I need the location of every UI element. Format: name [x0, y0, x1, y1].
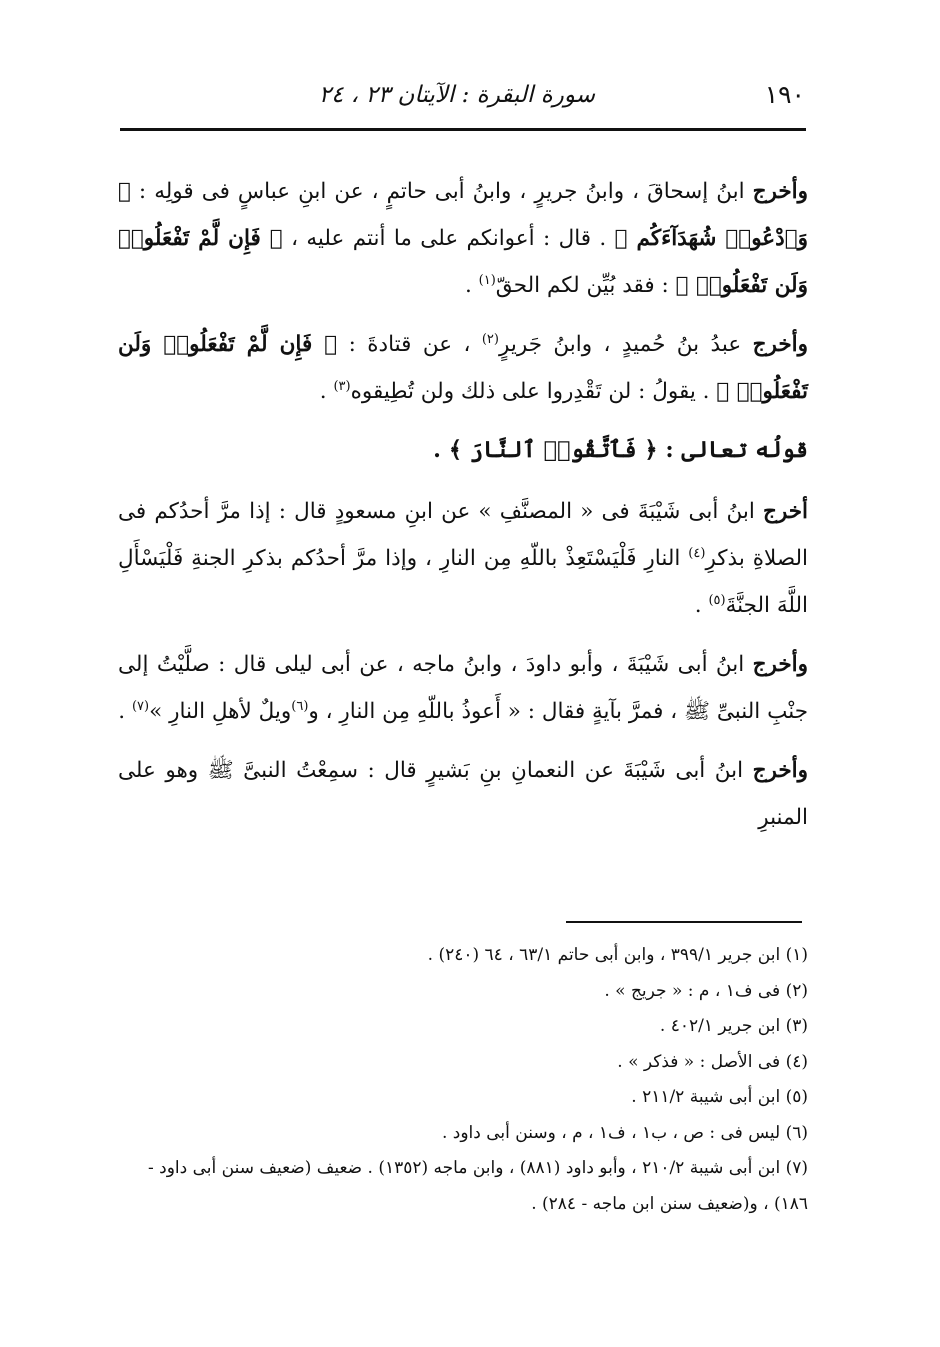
paragraph-text: .	[694, 593, 709, 618]
paragraph-text: . قال : أعوانكم على ما أنتم عليه ،	[282, 226, 615, 251]
header-rule	[120, 128, 806, 131]
quran-quote: ﴿ فَٱتَّقُوا۟ ٱلنَّارَ ﴾	[448, 437, 658, 463]
paragraph-text: عبدُ بنُ حُميدٍ ، وابنُ جَريرٍ	[498, 332, 753, 357]
paragraph-3	[118, 488, 808, 629]
heading-text: قولُه تعالى :	[657, 437, 808, 463]
footnote-6: (٦) ليس فى : ص ، ب١ ، ف١ ، م ، وسنن أبى داود .	[441, 1122, 808, 1143]
paragraph-text: ابنُ أبى شَيْبَةَ عن النعمانِ بنِ بَشيرٍ قال : سمِعْتُ النبىَّ ﷺ وهو على المنبرِ	[118, 758, 808, 830]
running-title: سورة البقرة : الآيتان ٢٣ ، ٢٤	[318, 82, 595, 108]
footnote-marker: (٣)	[333, 378, 351, 394]
footnote-1: (١) ابن جرير ٣٩٩/١ ، وابن أبى حاتم ٦٣/١ ، ٦٤ (٢٤٠) .	[427, 945, 808, 965]
paragraph-5	[118, 747, 808, 841]
footnote-7: (٧) ابن أبى شيبة ٢١٠/٢ ، وأبو داود (٨٨١) ، وابن ماجه (١٣٥٢) . ضعيف (ضعيف سنن أبى داود - ١٨٦) ، و(ضعيف سنن ابن ماجه - ٢٨٤) .	[147, 1158, 808, 1214]
paragraph-text: .	[118, 699, 132, 724]
paragraph-text: ابنُ أبى شَيْبَةَ ، وأبو داودَ ، وابنُ ماجه ، عن أبى ليلى قال : صلَّيْتُ إلى جنْبِ النبىِّ ﷺ ، فمرَّ بآيةٍ فقال : « أَعوذُ باللّهِ مِن النارِ ، و	[118, 652, 808, 724]
footnote-3: (٣) ابن جرير ٤٠٢/١ .	[659, 1016, 808, 1036]
main-text	[118, 168, 808, 847]
page-number: ١٩٠	[764, 80, 805, 109]
paragraph-lead: أخرج	[762, 499, 808, 524]
paragraph-lead: وأخرج	[752, 758, 808, 783]
paragraph-lead: وأخرج	[752, 652, 808, 677]
paragraph-text: .	[464, 273, 479, 298]
paragraph-text: . يقولُ : لن تَقْدِروا على ذلك ولن تُطِيقوه	[350, 379, 717, 404]
paragraph-text: .	[319, 379, 334, 404]
footnote-2: (٢) فى ف١ ، م : « جريج » .	[604, 980, 808, 1001]
paragraph-2	[118, 321, 808, 415]
paragraph-1	[118, 168, 808, 309]
quran-quote: ﴿ وَٱدْعُوا۟ شُهَدَآءَكُم ﴾	[118, 179, 808, 251]
footnote-marker: (٦)	[291, 698, 309, 714]
footnote-marker: (٢)	[481, 331, 499, 347]
section-heading	[118, 427, 808, 474]
paragraph-text: : فقد بُيِّن لكم الحقّ	[495, 273, 676, 298]
heading-text: .	[433, 437, 449, 463]
footnotes	[118, 938, 808, 1222]
footnote-marker: (٤)	[688, 545, 706, 561]
paragraph-lead: وأخرج	[752, 179, 808, 204]
quran-quote: ﴿ فَإِن لَّمْ تَفْعَلُوا۟ وَلَن تَفْعَلُوا۟ ﴾	[118, 226, 808, 298]
paragraph-text: ، عن قتادةَ :	[337, 332, 482, 357]
footnote-marker: (٧)	[131, 698, 150, 714]
footnote-5: (٥) ابن أبى شيبة ٢١١/٢ .	[631, 1087, 808, 1107]
paragraph-lead: وأخرج	[752, 332, 808, 357]
paragraph-text: ابنُ إسحاقَ ، وابنُ جريرٍ ، وابنُ أبى حاتمٍ ، عن ابنِ عباسٍ فى قولِه :	[130, 179, 753, 204]
footnote-4: (٤) فى الأصل : « فذكر » .	[617, 1051, 808, 1072]
paragraph-text: النارِ فَلْيَسْتَعِذْ باللّهِ مِن النارِ ، وإذا مرَّ أحدُكم بذكرِ الجنةِ فَلْيَسْأَلِ اللَّهَ الجنَّةَ	[118, 546, 808, 618]
paragraph-text: ويلٌ لأهلِ النارِ »	[149, 699, 292, 724]
footnote-rule	[566, 921, 802, 923]
quran-quote: ﴿ فَإِن لَّمْ تَفْعَلُوا۟ وَلَن تَفْعَلُوا۟ ﴾	[118, 332, 808, 404]
footnote-marker: (١)	[478, 272, 496, 288]
paragraph-4	[118, 641, 808, 735]
page-header	[120, 78, 805, 122]
paragraph-text: ابنُ أبى شَيْبَةَ فى « المصنَّفِ » عن ابنِ مسعودٍ قال : إذا مرَّ أحدُكم فى الصلاةِ بذكرِ	[118, 499, 809, 571]
footnote-marker: (٥)	[708, 592, 726, 608]
